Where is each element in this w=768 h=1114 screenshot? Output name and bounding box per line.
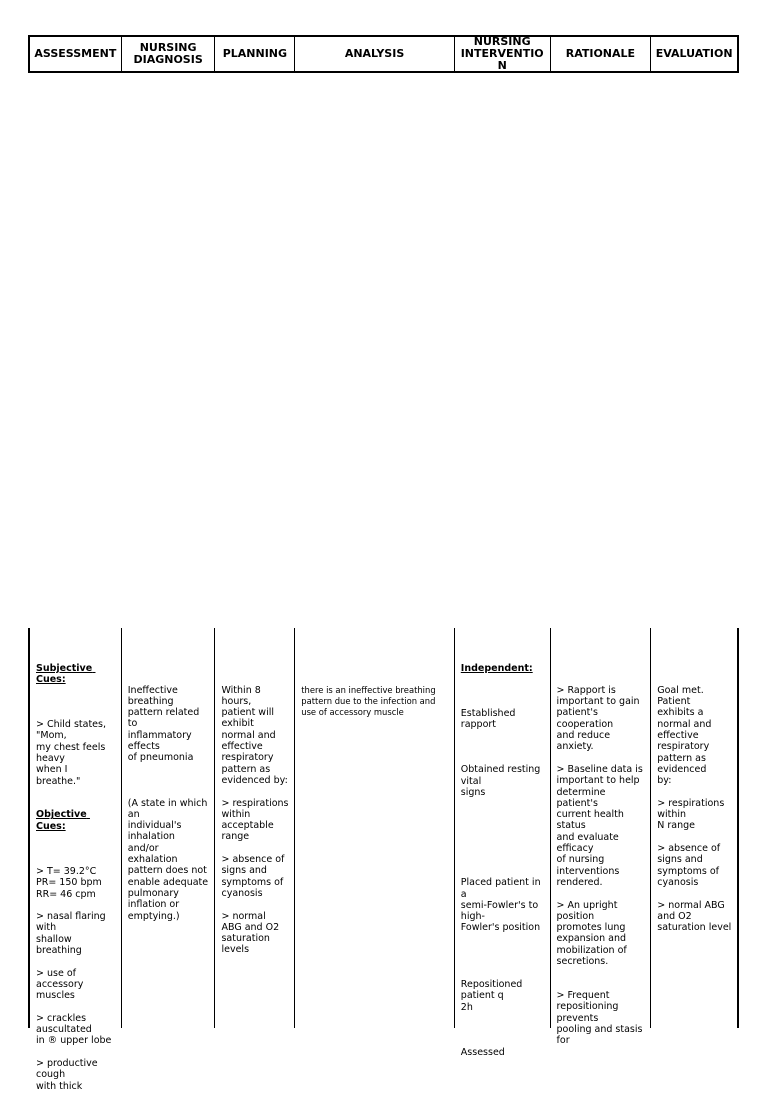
intervention-column: [455, 628, 551, 1058]
subjective-cues-text: > Child states, "Mom, my chest feels heavy when I breathe.": [36, 719, 106, 787]
diagnosis-text: Ineffective breathing pattern related to inflammatory effects of pneumonia (A state in which an individual's inhalation and/or exhalation pattern does not enable adequate pulmonary inflation or emptying.): [127, 684, 209, 922]
header-nursing-diagnosis: NURSING DIAGNOSIS: [122, 37, 216, 71]
assessment-column: [30, 628, 122, 1092]
analysis-text: there is an ineffective breathing pattern due to the infection and use of accessory muscle: [301, 685, 436, 717]
planning-text: Within 8 hours, patient will exhibit normal and effective respiratory pattern as evidenced by: > respirations within acceptable range > absence of signs and symptoms of cyanosis > normal ABG and O2 saturation levels: [221, 684, 289, 956]
planning-column: [215, 628, 295, 1028]
header-assessment: ASSESSMENT: [30, 37, 122, 71]
header-rationale: RATIONALE: [551, 37, 652, 71]
header-analysis: ANALYSIS: [295, 37, 455, 71]
header-planning: PLANNING: [215, 37, 295, 71]
analysis-column: [295, 628, 455, 1028]
care-plan-body: [28, 628, 739, 1092]
evaluation-text: Goal met. Patient exhibits a normal and effective respiratory pattern as evidenced by: > respirations within N range > absence of signs and symptoms of cyanosis > normal ABG and O2 saturation level: [657, 684, 732, 934]
objective-cues-text: > T= 39.2°C PR= 150 bpm RR= 46 cpm > nasal flaring with shallow breathing > use of accessory muscles > crackles auscultated in ® upper lobe > productive cough with thick: [36, 865, 112, 1092]
header-nursing-intervention: NURSING INTERVENTIO N: [455, 37, 551, 71]
subjective-cues-title: Subjective Cues:: [36, 662, 96, 685]
header-evaluation: EVALUATION: [655, 47, 733, 60]
header-row: [28, 35, 739, 73]
rationale-text: > Rapport is important to gain patient's cooperation and reduce anxiety. > Baseline data is important to help determine patient's current health status and evaluate efficacy of nursing interventions rendered. > An upright position promotes lung expansion and mobilization of secretions. > Frequent repositioning prevents pooling and stasis for: [556, 684, 643, 1047]
independent-title: Independent:: [460, 662, 533, 674]
objective-cues-title: Objective Cues:: [36, 809, 90, 832]
rationale-column: [551, 628, 652, 1047]
diagnosis-column: [122, 628, 216, 1028]
evaluation-column: [651, 628, 737, 1028]
intervention-text: Established rapport Obtained resting vital signs Placed patient in a semi-Fowler's to high- Fowler's position Repositioned patient q 2h Assessed: [460, 707, 541, 1058]
